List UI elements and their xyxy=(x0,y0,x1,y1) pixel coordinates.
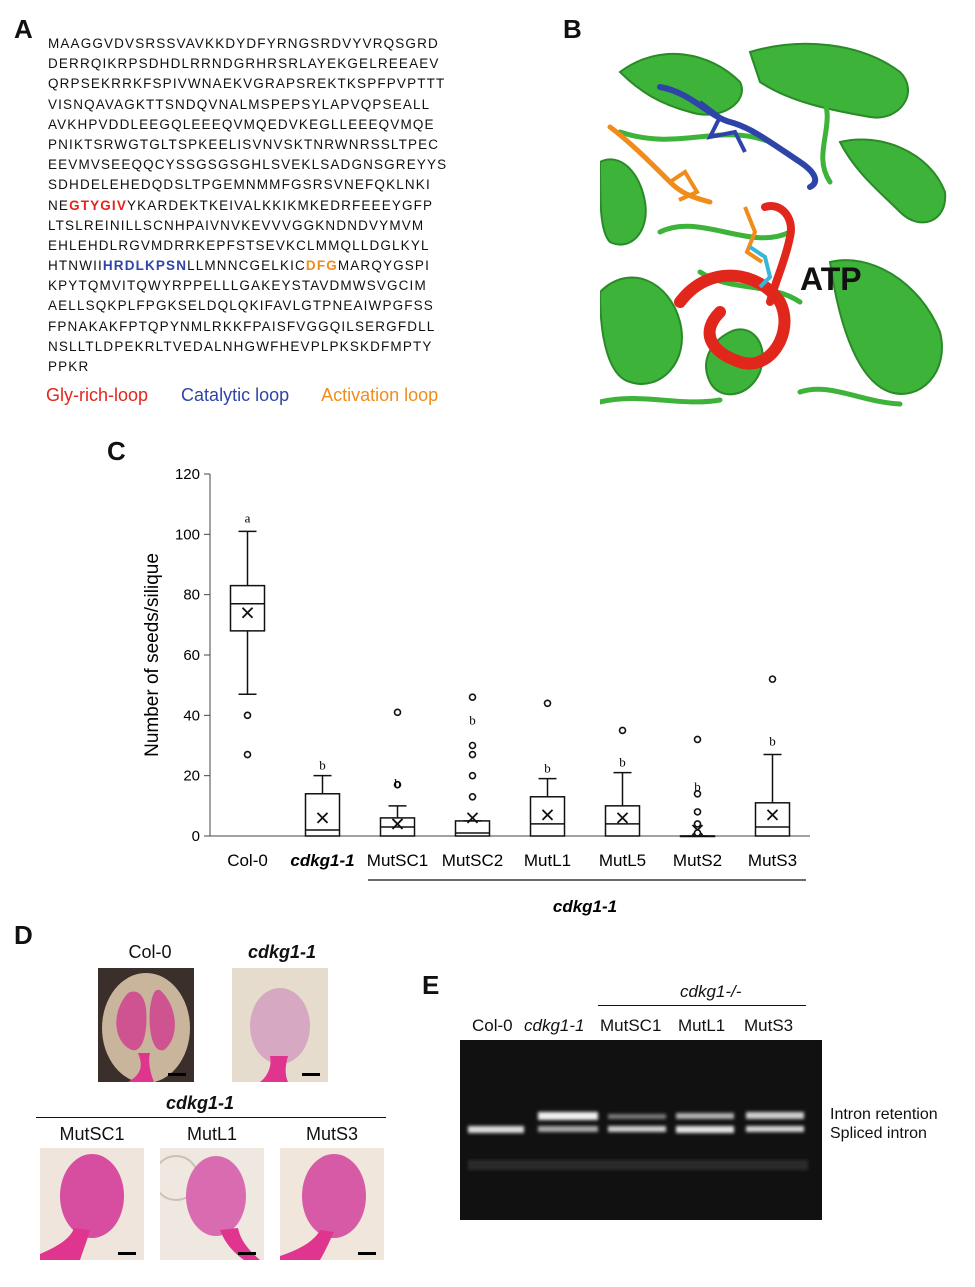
outlier-point xyxy=(695,821,701,827)
micrograph-col0 xyxy=(98,968,194,1082)
sequence-segment: NSLLTLDPEKRLTVEDALNHGWFHEVPLPKSKDFMPTY xyxy=(48,338,433,354)
mean-marker xyxy=(618,813,628,823)
panel-label-b: B xyxy=(563,14,582,44)
sequence-segment: EHLEHDLRGVMDRRKEPFSTSEVKCLMMQLLDGLKYL xyxy=(48,237,430,253)
sequence-segment: MARQYGSPI xyxy=(337,258,430,274)
sequence-segment: LTSLREINILLSCNHPAIVNVKEVVVGGKNDNDVYMVM xyxy=(48,217,425,233)
sequence-segment: MAAGGVDVSRSSVAVKKDYDFYRNGSRDVYVRQSGRD xyxy=(48,36,439,51)
gel-band xyxy=(608,1126,666,1132)
significance-letter: b xyxy=(619,754,626,770)
x-tick-label: Col-0 xyxy=(227,851,268,870)
sequence-line xyxy=(48,196,548,216)
micrograph-muts3 xyxy=(280,1148,384,1260)
panel-label-d: D xyxy=(14,920,33,950)
gel-band xyxy=(676,1126,734,1133)
significance-letter: b xyxy=(469,712,476,728)
panel-d-bottom-label-1: MutSC1 xyxy=(59,1124,125,1144)
outlier-point xyxy=(245,752,251,758)
outlier-point xyxy=(395,709,401,715)
sequence-line xyxy=(48,216,548,236)
box xyxy=(606,806,640,836)
x-tick-label: MutL5 xyxy=(598,851,647,870)
gel-band xyxy=(468,1126,524,1133)
significance-letter: b xyxy=(769,733,776,749)
sequence-line xyxy=(48,115,548,135)
y-tick-label: 80 xyxy=(183,586,200,604)
x-tick-label: MutS3 xyxy=(747,851,798,870)
panel-label-e: E xyxy=(422,970,440,1000)
sequence-line xyxy=(48,317,548,337)
y-tick-label: 20 xyxy=(183,767,200,785)
sequence-line xyxy=(48,175,548,195)
outlier-point xyxy=(620,727,626,733)
legend-catalytic-loop: Catalytic loop xyxy=(181,385,290,405)
box xyxy=(231,586,265,631)
gel-image xyxy=(460,1040,822,1220)
gel-lane-label-3: MutSC1 xyxy=(600,1016,662,1035)
legend-activation-loop: Activation loop xyxy=(321,385,439,405)
group-label: cdkg1-1 xyxy=(552,897,618,916)
sequence-cat-motif: HRDLKPSN xyxy=(102,258,188,274)
panel-d-top-label-2: cdkg1-1 xyxy=(247,942,317,962)
micrograph-mutl1 xyxy=(160,1148,264,1260)
band-label-spliced-intron: Spliced intron xyxy=(830,1125,927,1142)
outlier-point xyxy=(695,809,701,815)
sequence-line xyxy=(48,357,548,377)
atp-label: ATP xyxy=(800,261,862,297)
sequence-segment: LLMNNCGELKIC xyxy=(187,258,306,274)
band-label-intron-retention: Intron retention xyxy=(830,1106,938,1123)
outlier-point xyxy=(770,676,776,682)
sequence-line xyxy=(48,256,548,276)
outlier-point xyxy=(470,694,476,700)
gel-band xyxy=(676,1113,734,1119)
panel-d-group-label: cdkg1-1 xyxy=(165,1093,235,1113)
sequence-line xyxy=(48,276,548,296)
box xyxy=(456,821,490,836)
gel-lane-label-5: MutS3 xyxy=(744,1016,794,1035)
gel-lane-label-4: MutL1 xyxy=(678,1016,726,1035)
box xyxy=(531,797,565,836)
sequence-segment: NE xyxy=(48,197,70,213)
mean-marker xyxy=(543,810,553,820)
arrow-intron-retention-icon: ← xyxy=(808,1112,822,1128)
panel-label-a: A xyxy=(14,14,33,44)
sequence-line xyxy=(48,155,548,175)
sequence-line xyxy=(48,135,548,155)
sequence-line xyxy=(48,54,548,74)
sequence-line xyxy=(48,296,548,316)
sequence-segment: SDHDELEHEDQDSLTPGEMNMMFGSRSVNEFQKLNKI xyxy=(48,177,431,193)
sequence-line xyxy=(48,74,548,94)
mean-marker xyxy=(243,608,253,618)
significance-letter: b xyxy=(694,778,701,794)
protein-structure-image xyxy=(600,32,950,410)
gel-lane-label-2: cdkg1-1 xyxy=(524,1016,585,1035)
outlier-point xyxy=(470,752,476,758)
box xyxy=(756,803,790,836)
micrograph-mutsc1 xyxy=(40,1148,144,1260)
legend-gly-rich-loop: Gly-rich-loop xyxy=(46,385,149,405)
micrograph-cdkg1-1 xyxy=(232,968,328,1082)
outlier-point xyxy=(470,794,476,800)
outlier-point xyxy=(245,712,251,718)
gel-band xyxy=(746,1126,804,1132)
sequence-gly-motif: GTYGIV xyxy=(69,197,127,213)
sequence-act-motif: DFG xyxy=(305,258,338,274)
panel-d-top-label-1: Col-0 xyxy=(128,942,172,962)
mean-marker xyxy=(768,810,778,820)
sequence-segment: AELLSQKPLFPGKSELDQLQKIFAVLGTPNEAIWPGFSS xyxy=(48,298,434,314)
y-tick-label: 40 xyxy=(183,707,200,725)
panel-e-group-label: cdkg1-/- xyxy=(680,982,742,1001)
gel-band xyxy=(746,1112,804,1119)
outlier-point xyxy=(695,736,701,742)
sequence-segment: YKARDEKTKEIVALKKIKMKEDRFEEEYGFP xyxy=(126,197,434,213)
x-tick-label: MutL1 xyxy=(523,851,572,870)
significance-letter: b xyxy=(544,760,551,776)
mean-marker xyxy=(318,813,328,823)
x-tick-label: MutSC1 xyxy=(366,851,429,870)
panel-e-group-line xyxy=(598,1005,806,1006)
x-tick-label: cdkg1-1 xyxy=(290,851,355,870)
gel-band xyxy=(538,1112,598,1120)
gel-lane-label-1: Col-0 xyxy=(472,1016,513,1035)
sequence-segment: PNIKTSRWGTGLTSPKEELISVNVSKTNRWNRSSLTPEC xyxy=(48,136,440,152)
sequence-legend xyxy=(46,385,466,406)
outlier-point xyxy=(470,773,476,779)
sequence-segment: FPNAKAKFPTQPYNMLRKKFPAISFVGGQILSERGFDLL xyxy=(48,318,436,334)
outlier-point xyxy=(470,743,476,749)
panel-label-c: C xyxy=(107,436,126,466)
y-tick-label: 60 xyxy=(183,647,200,664)
gel-band xyxy=(608,1114,666,1119)
sequence-line xyxy=(48,34,548,54)
panel-d-bottom-label-3: MutS3 xyxy=(305,1124,359,1144)
significance-letter: a xyxy=(244,510,251,526)
protein-sequence xyxy=(48,34,548,377)
significance-letter: b xyxy=(394,775,401,791)
sequence-segment: QRPSEKRRKFSPIVWNAEKVGRAPSREKTKSPFPVPTTT xyxy=(48,76,446,92)
panel-d-group-line xyxy=(36,1117,386,1118)
seeds-box-plot xyxy=(130,460,830,930)
sequence-segment: HTNWII xyxy=(48,258,103,274)
y-axis-label: Number of seeds/silique xyxy=(142,553,163,757)
significance-letter: b xyxy=(319,757,326,773)
panel-d-bottom-label-2: MutL1 xyxy=(186,1124,238,1144)
sequence-segment: PPKR xyxy=(48,359,90,374)
y-tick-label: 100 xyxy=(174,526,200,544)
arrow-spliced-intron-icon: ← xyxy=(808,1125,822,1141)
sequence-line xyxy=(48,337,548,357)
sequence-line xyxy=(48,95,548,115)
sequence-segment: DERRQIKRPSDHDLRRNDGRHRSRLAYEKGELREEAEV xyxy=(48,56,440,72)
sequence-segment: EEVMVSEEQQCYSSGSGSGHLSVEKLSADGNSGREYYS xyxy=(48,157,448,173)
outlier-point xyxy=(545,700,551,706)
y-tick-label: 0 xyxy=(191,828,200,845)
sequence-segment: KPYTQMVITQWYRPPELLLGAKEYSTAVDMWSVGCIM xyxy=(48,278,427,294)
gel-band xyxy=(538,1126,598,1132)
y-tick-label: 120 xyxy=(174,466,200,483)
sequence-line xyxy=(48,236,548,256)
sequence-segment: VISNQAVAGKTTSNDQVNALMSPEPSYLAPVQPSEALL xyxy=(48,96,431,112)
outlier-point xyxy=(695,830,701,836)
x-tick-label: MutSC2 xyxy=(441,851,504,870)
x-tick-label: MutS2 xyxy=(672,851,723,870)
sequence-segment: AVKHPVDDLEEGQLEEEQVMQEDVKEGLLEEEQVMQE xyxy=(48,116,435,132)
